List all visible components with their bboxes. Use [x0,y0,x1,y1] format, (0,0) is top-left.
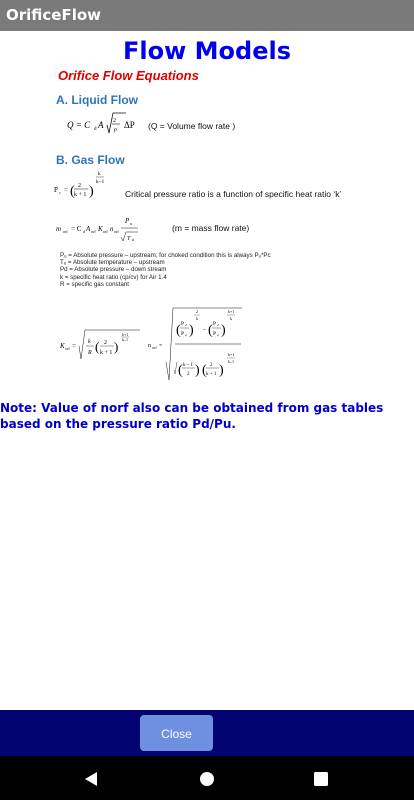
critical-pressure-equation [52,167,122,205]
page-title: Flow Models [123,37,291,65]
svg-text:2: 2 [196,309,198,314]
svg-text:d: d [217,323,219,327]
equations-figure [50,64,380,394]
section-gas-flow: B. Gas Flow [56,153,125,167]
liquid-flow-equation [64,110,154,140]
critical-ratio-caption: Critical pressure ratio is a function of specific heat ratio ‘k’ [125,189,342,199]
svg-text:): ) [114,339,119,354]
svg-text:ρ: ρ [114,127,117,133]
svg-text:d: d [94,127,97,132]
definition-item: Pd = Absolute pressure – down stream [60,266,167,274]
svg-text:orf: orf [152,345,157,350]
svg-text:2: 2 [210,363,213,368]
app-title: OrificeFlow [6,6,102,24]
svg-text:A: A [98,120,104,130]
svg-text:orf: orf [114,229,119,234]
svg-text:orf: orf [65,346,70,351]
svg-text:): ) [195,363,200,378]
svg-text:k–1: k–1 [228,359,234,364]
svg-text:K: K [98,225,103,233]
definition-item: Pᵤ = Absolute pressure – upstream; for choked condition this is always Pᵤ*Pc [60,252,271,259]
svg-text:T: T [127,236,131,242]
svg-text:2: 2 [187,372,190,377]
recents-square-icon[interactable] [314,772,328,786]
svg-text:A: A [86,225,91,233]
svg-text:P: P [125,217,130,225]
svg-text:d: d [185,323,187,327]
mass-flow-equation [54,211,164,249]
svg-text:orf: orf [103,229,108,234]
svg-text:k: k [88,339,91,345]
svg-text:orf: orf [63,229,68,234]
home-circle-icon[interactable] [199,771,215,787]
svg-text:2: 2 [113,118,116,124]
svg-text:): ) [221,323,226,338]
svg-text:k–1: k–1 [96,179,105,185]
svg-text:k + 1: k + 1 [206,372,217,377]
svg-text:k: k [196,316,198,321]
section-liquid-flow: A. Liquid Flow [56,93,138,107]
svg-text:n: n [148,343,151,349]
svg-text:orf: orf [91,229,96,234]
k-orf-equation [58,326,148,366]
svg-text:=: = [159,343,163,349]
svg-text:Q = C: Q = C [67,120,91,130]
svg-text:= C: = C [71,225,82,233]
svg-text:ΔP: ΔP [124,120,135,130]
svg-text:k + 1: k + 1 [100,350,113,356]
svg-text:R: R [88,350,92,356]
gas-tables-note: Note: Value of norf also can be obtained from gas tables based on the pressure ratio Pd/Pu. [0,401,384,431]
svg-text:2: 2 [104,340,107,346]
figure-title: Orifice Flow Equations [58,68,199,83]
svg-text:n: n [110,225,114,233]
definition-item: R = specific gas constant [60,280,129,288]
definition-list [60,252,271,288]
svg-text:(: ( [202,363,207,378]
mass-flow-caption: (m = mass flow rate) [172,223,250,233]
svg-text:u: u [217,333,219,337]
svg-text:P: P [213,321,217,327]
svg-text:d: d [83,229,85,234]
svg-text:P: P [54,186,58,194]
app-title-bar [0,0,414,31]
svg-text:): ) [219,363,224,378]
svg-text:=: = [64,186,68,194]
svg-text:m: m [56,225,62,233]
svg-text:k – 1: k – 1 [183,363,193,368]
svg-text:k: k [98,171,101,177]
volume-flow-caption: (Q = Volume flow rate ) [148,121,236,131]
svg-text:(: ( [70,184,75,199]
svg-text:(: ( [95,339,100,354]
svg-text:u: u [185,333,187,337]
svg-text:k+1: k+1 [122,332,129,337]
svg-text:P: P [181,331,185,337]
svg-text:k+1: k+1 [228,309,235,314]
svg-text:u: u [132,237,134,242]
svg-text:(: ( [176,323,181,338]
svg-text:k–1: k–1 [122,337,128,342]
system-navigation-bar [0,756,414,800]
svg-text:): ) [89,184,94,199]
svg-text:u: u [130,221,132,226]
svg-text:–: – [203,327,206,333]
svg-text:k+1: k+1 [228,352,235,357]
definition-item: k = specific heat ratio (cp/cv) for Air 1.4 [60,273,167,281]
svg-text:(: ( [178,363,183,378]
svg-text:k: k [230,316,232,321]
svg-text:c: c [59,190,61,195]
svg-text:2: 2 [78,183,81,189]
close-button[interactable]: Close [140,715,213,751]
back-triangle-icon[interactable] [84,772,98,786]
svg-text:P: P [181,321,185,327]
svg-text:k + 1: k + 1 [74,192,87,198]
svg-text:=: = [72,342,76,350]
svg-text:(: ( [208,323,213,338]
svg-text:K: K [60,342,65,350]
definition-item: Tᵤ = Absolute temperature – upstream [60,259,165,267]
n-orf-equation [146,304,256,382]
svg-text:P: P [213,331,217,337]
svg-text:): ) [189,323,194,338]
